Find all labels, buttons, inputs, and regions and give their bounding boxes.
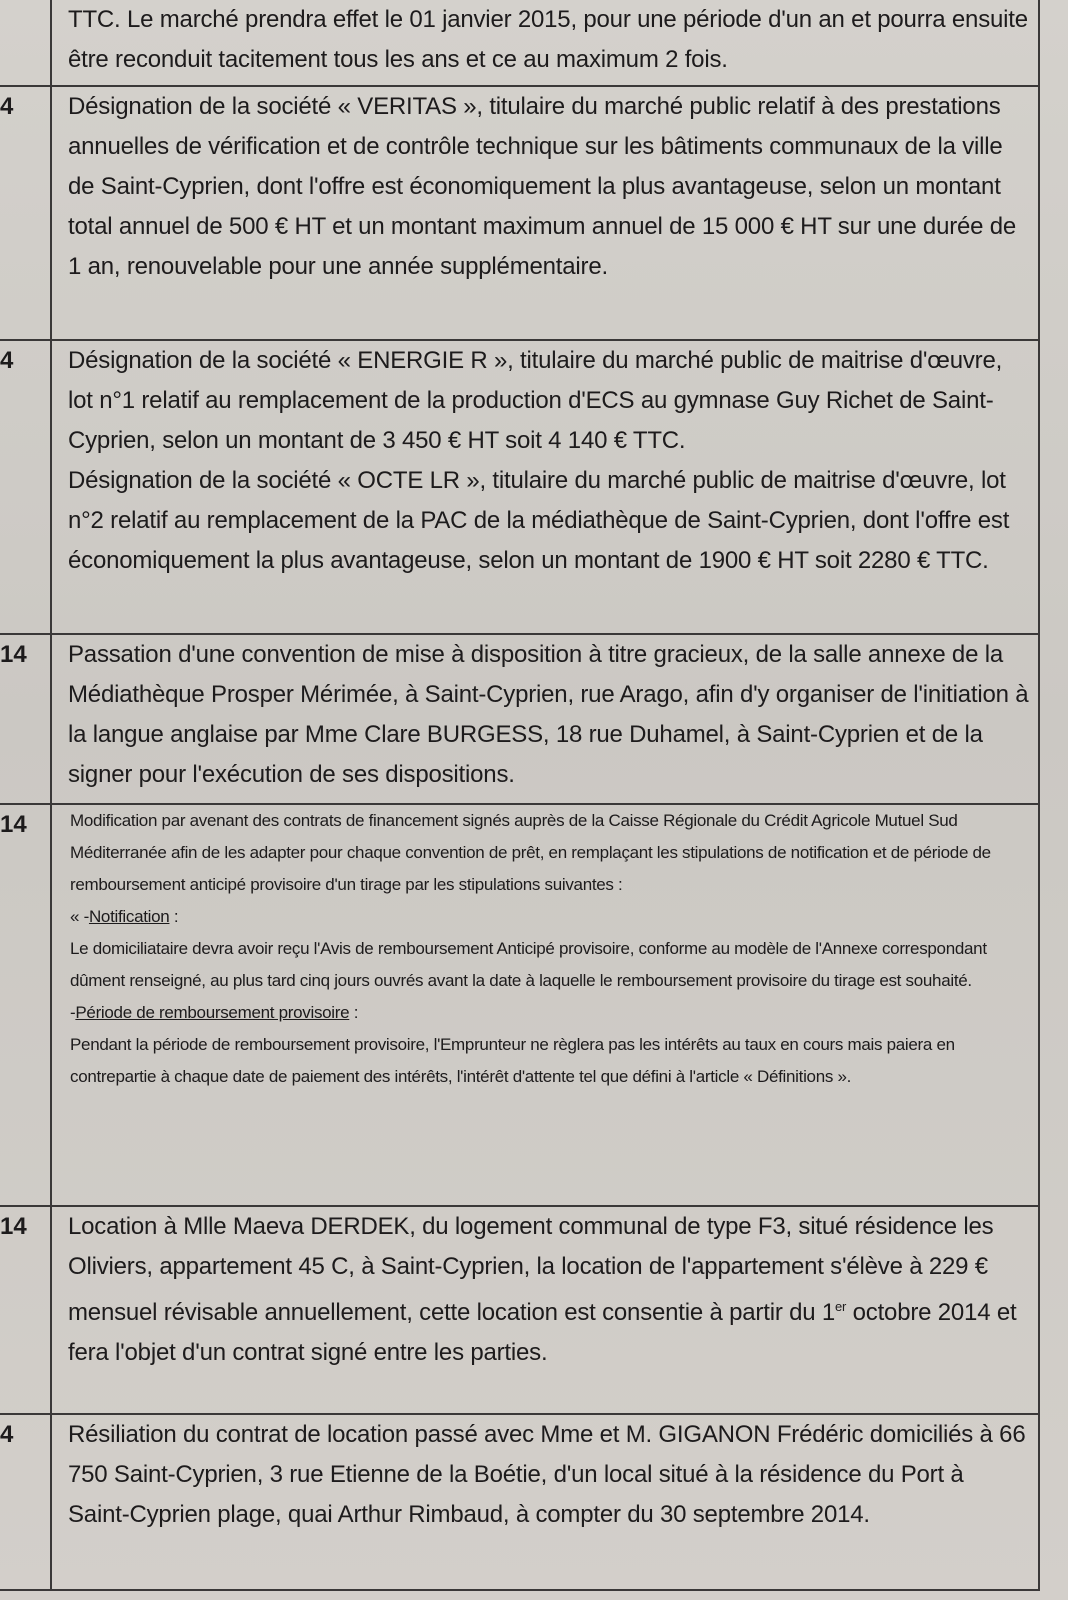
notification-heading-line <box>70 901 1030 933</box>
table-row <box>0 1206 1039 1414</box>
row-number-cell <box>0 1414 51 1590</box>
row-text-cell <box>51 86 1039 340</box>
row-text-cell <box>51 0 1039 86</box>
table-row <box>0 0 1039 86</box>
row-number: 14 <box>0 1213 27 1240</box>
notification-text: Le domiciliataire devra avoir reçu l'Avis de remboursement Anticipé provisoire, conforme au modèle de l'Annexe correspondant dûment renseigné, au plus tard cinq jours ouvrés avant la date à laquelle le remboursement provisoire du tirage est souhaité. <box>70 939 987 990</box>
row-text-cell <box>51 634 1039 804</box>
row-text-cell <box>51 1206 1039 1414</box>
row-number-cell <box>0 634 51 804</box>
notification-heading: Notification <box>88 907 170 926</box>
row-paragraph: TTC. Le marché prendra effet le 01 janvier 2015, pour une période d'un an et pourra ensuite être reconduit tacitement tous les ans et ce au maximum 2 fois. <box>68 6 1028 73</box>
row-number: 4 <box>0 347 14 374</box>
row-number-cell <box>0 340 51 634</box>
table-row <box>0 1414 1039 1590</box>
table-row <box>0 804 1039 1206</box>
row-text-cell <box>51 804 1039 1206</box>
row-paragraph: Passation d'une convention de mise à disposition à titre gracieux, de la salle annexe de la Médiathèque Prosper Mérimée, à Saint-Cyprien, rue Arago, afin d'y organiser de l'initiation à la langue anglaise par Mme Clare BURGESS, 18 rue Duhamel, à Saint-Cyprien et de la signer pour l'exécution de ses dispositions. <box>68 641 1029 788</box>
period-heading: Période de remboursement provisoire <box>75 1003 350 1022</box>
row-text-cell <box>51 1414 1039 1590</box>
period-prefix: - <box>70 1003 76 1022</box>
table-row <box>0 634 1039 804</box>
row-number-cell <box>0 0 51 86</box>
row-text-start: Location à Mlle Maeva DERDEK, du logement communal de type F3, situé résidence les Oliviers, appartement 45 C, à Saint-Cyprien, la location de l'appartement s'élève à 229 € mensuel révisable annuellement, cette location est consentie à partir du 1 <box>68 1213 994 1326</box>
notification-suffix: : <box>169 907 179 926</box>
period-text: Pendant la période de remboursement provisoire, l'Emprunteur ne règlera pas les intérêts au taux en cours mais paiera en contrepartie à chaque date de paiement des intérêts, l'intérêt d'attente tel que défini à l'article « Définitions ». <box>70 1035 955 1086</box>
row-number-cell <box>0 804 51 1206</box>
row-paragraph: Résiliation du contrat de location passé avec Mme et M. GIGANON Frédéric domiciliés à 66 750 Saint-Cyprien, 3 rue Etienne de la Boétie, d'un local situé à la résidence du Port à Saint-Cyprien plage, quai Arthur Rimbaud, à compter du 30 septembre 2014. <box>68 1421 1026 1528</box>
row-number-cell <box>0 86 51 340</box>
table-row <box>0 340 1039 634</box>
row-paragraph: Désignation de la société « VERITAS », titulaire du marché public relatif à des prestations annuelles de vérification et de contrôle technique sur les bâtiments communaux de la ville de Saint-Cyprien, dont l'offre est économiquement la plus avantageuse, selon un montant total annuel de 500 € HT et un montant maximum annuel de 15 000 € HT sur une durée de 1 an, renouvelable pour une année supplémentaire. <box>68 93 1017 280</box>
row-number: 4 <box>0 1421 14 1448</box>
period-heading-line <box>70 997 1030 1029</box>
row-paragraph: Désignation de la société « OCTE LR », titulaire du marché public de maitrise d'œuvre, lot n°2 relatif au remplacement de la PAC de la médiathèque de Saint-Cyprien, dont l'offre est économiquement la plus avantageuse, selon un montant de 1900 € HT soit 2280 € TTC. <box>68 467 1010 574</box>
row-number-cell <box>0 1206 51 1414</box>
ordinal-superscript: er <box>835 1299 847 1314</box>
row-paragraph <box>68 1207 1030 1373</box>
notification-prefix: « - <box>70 907 89 926</box>
row-number: 14 <box>0 811 27 838</box>
row-text-cell <box>51 340 1039 634</box>
row-paragraph: Modification par avenant des contrats de financement signés auprès de la Caisse Régionale du Crédit Agricole Mutuel Sud Méditerranée afin de les adapter pour chaque convention de prêt, en remplaçant les stipulations de notification et de période de remboursement anticipé provisoire d'un tirage par les stipulations suivantes : <box>70 811 991 894</box>
row-paragraph: Désignation de la société « ENERGIE R », titulaire du marché public de maitrise d'œuvre, lot n°1 relatif au remplacement de la production d'ECS au gymnase Guy Richet de Saint-Cyprien, selon un montant de 3 450 € HT soit 4 140 € TTC. <box>68 347 1003 454</box>
period-suffix: : <box>349 1003 359 1022</box>
row-text-end: octobre 2014 et fera l'objet d'un contrat signé entre les parties. <box>68 1299 1017 1366</box>
row-number: 4 <box>0 93 14 120</box>
row-number: 14 <box>0 641 27 668</box>
table-row <box>0 86 1039 340</box>
